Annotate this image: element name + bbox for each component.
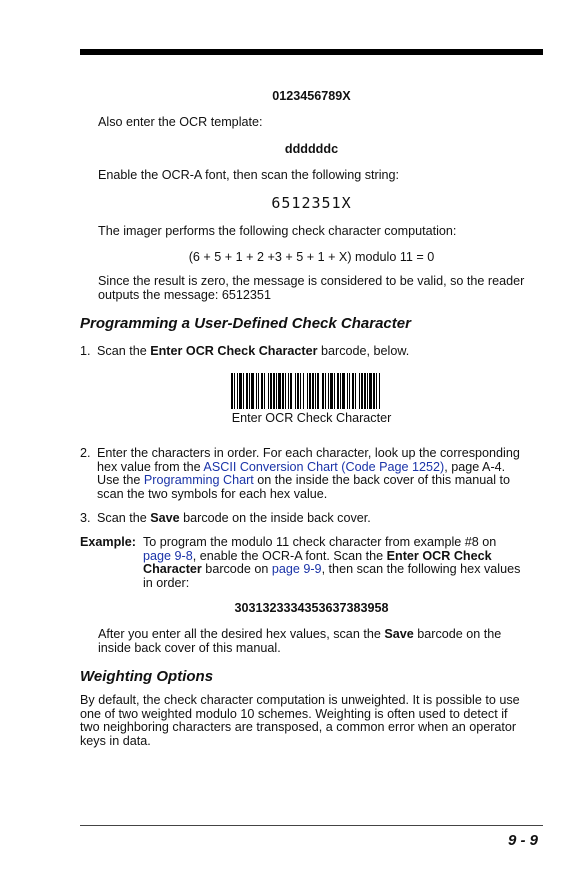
header-rule xyxy=(80,49,543,55)
barcode-bar xyxy=(297,373,299,409)
barcode-bar xyxy=(249,373,250,409)
barcode-bar xyxy=(243,373,244,409)
barcode-bar xyxy=(328,373,329,409)
step-1-post: barcode, below. xyxy=(317,344,410,358)
ocr-intro-text: Also enter the OCR template: xyxy=(98,115,263,129)
after-line-2: inside back cover of this manual. xyxy=(98,640,281,655)
barcode-bar xyxy=(256,373,257,409)
barcode-caption: Enter OCR Check Character xyxy=(231,411,392,425)
programming-chart-link[interactable]: Programming Chart xyxy=(143,473,254,488)
barcode-bar xyxy=(234,373,235,409)
barcode-bar xyxy=(340,373,341,409)
page-9-8-link[interactable]: page 9-8 xyxy=(143,548,193,563)
barcode-bar xyxy=(246,373,248,409)
barcode-bar xyxy=(300,373,301,409)
example-line-3 xyxy=(143,563,543,577)
after-line-1-post: barcode on the xyxy=(413,627,502,641)
barcode-bar xyxy=(347,373,348,409)
section-heading-weighting: Weighting Options xyxy=(80,668,214,685)
barcode-bar xyxy=(309,373,311,409)
step-2-line-2 xyxy=(97,461,543,475)
barcode-bar xyxy=(261,373,263,409)
example-line-2 xyxy=(143,550,543,564)
step-3-text xyxy=(97,512,543,526)
example-line-4: in order: xyxy=(143,575,190,590)
check-formula: (6 + 5 + 1 + 2 +3 + 5 + 1 + X) modulo 11 = 0 xyxy=(188,250,435,264)
weighting-line-3: two neighboring characters are transposed, a common error when an operator xyxy=(80,720,517,735)
step-2-number: 2. xyxy=(80,446,91,460)
barcode-bar xyxy=(352,373,354,409)
example-text xyxy=(143,536,543,590)
weighting-line-4: keys in data. xyxy=(80,733,151,748)
step-2-text xyxy=(97,447,543,501)
weighting-paragraph xyxy=(80,694,543,748)
barcode-bar xyxy=(282,373,284,409)
after-line-1-pre: After you enter all the desired hex values, scan the xyxy=(98,627,385,641)
barcode-bar xyxy=(276,373,277,409)
section-heading-user-defined: Programming a User-Defined Check Character xyxy=(80,315,411,332)
step-3-post: barcode on the inside back cover. xyxy=(179,511,371,525)
step-1-bold: Enter OCR Check Character xyxy=(150,344,318,358)
barcode-bar xyxy=(334,373,335,409)
example-line-2-bold: Enter OCR Check xyxy=(386,548,492,563)
footer-rule xyxy=(80,825,543,826)
step-3-bold: Save xyxy=(150,511,180,525)
result-paragraph xyxy=(98,275,543,302)
barcode-bar xyxy=(359,373,360,409)
step-2-line-2-pre: hex value from the xyxy=(97,459,204,474)
example-line-3-post: , then scan the following hex values xyxy=(321,562,521,577)
result-line-1: Since the result is zero, the message is considered to be valid, so the reader xyxy=(98,274,525,288)
page-9-9-link[interactable]: page 9-9 xyxy=(271,562,322,577)
weighting-line-1: By default, the check character computation is unweighted. It is possible to use xyxy=(80,693,520,707)
step-2-line-2-post: , page A-4. xyxy=(444,459,506,474)
barcode-bar xyxy=(349,373,350,409)
after-paragraph xyxy=(98,628,543,655)
barcode-bar xyxy=(322,373,324,409)
barcode-bar xyxy=(337,373,339,409)
barcode-bar xyxy=(278,373,281,409)
barcode-bar xyxy=(330,373,333,409)
barcode-bar xyxy=(369,373,372,409)
example-line-2-mid: , enable the OCR-A font. Scan the xyxy=(192,548,387,563)
ascii-chart-link[interactable]: ASCII Conversion Chart (Code Page 1252) xyxy=(203,459,445,474)
barcode-bar xyxy=(237,373,238,409)
example-line-3-mid: barcode on xyxy=(201,562,272,577)
step-2-line-4: scan the two symbols for each hex value. xyxy=(97,486,328,501)
barcode-bar xyxy=(373,373,375,409)
step-2-line-1: Enter the characters in order. For each character, look up the corresponding xyxy=(97,446,520,460)
barcode-bar xyxy=(268,373,269,409)
result-line-2: outputs the message: 6512351 xyxy=(98,287,271,302)
barcode-bar xyxy=(355,373,356,409)
barcode-bar xyxy=(364,373,366,409)
weighting-line-2: one of two weighted modulo 10 schemes. Weighting is often used to detect if xyxy=(80,706,508,721)
ocr-a-string: 6512351X xyxy=(271,194,352,212)
hex-values: 3031323334353637383958 xyxy=(234,601,389,615)
barcode-bar xyxy=(317,373,319,409)
step-1-text xyxy=(97,345,543,359)
enable-ocr-text: Enable the OCR-A font, then scan the following string: xyxy=(98,168,400,182)
barcode-bar xyxy=(312,373,314,409)
barcode-bar xyxy=(239,373,242,409)
example-label: Example: xyxy=(80,535,136,549)
barcode-bar xyxy=(290,373,292,409)
barcode-bar xyxy=(288,373,289,409)
after-line-1 xyxy=(98,628,543,642)
step-2-line-3-post: on the inside the back cover of this manual to xyxy=(253,473,511,488)
barcode-bar xyxy=(285,373,286,409)
step-2-line-3-pre: Use the xyxy=(97,473,144,488)
computation-text: The imager performs the following check character computation: xyxy=(98,224,457,238)
page-number: 9 - 9 xyxy=(507,832,538,849)
barcode-bar xyxy=(231,373,233,409)
barcode-bar xyxy=(295,373,296,409)
step-3-pre: Scan the xyxy=(97,511,151,525)
barcode-bar xyxy=(379,373,380,409)
barcode-bar xyxy=(367,373,368,409)
barcode-bar xyxy=(315,373,316,409)
step-1-number: 1. xyxy=(80,344,91,358)
step-1-pre: Scan the xyxy=(97,344,151,358)
barcode-bar xyxy=(264,373,265,409)
barcode-bar xyxy=(258,373,259,409)
example-line-1: To program the modulo 11 check character from example #8 on xyxy=(143,535,497,549)
ocr-template: ddddddc xyxy=(284,142,339,156)
barcode-bar xyxy=(273,373,275,409)
barcode-bar xyxy=(251,373,254,409)
barcode-bar xyxy=(307,373,308,409)
barcode-bar xyxy=(376,373,377,409)
step-2-line-3 xyxy=(97,474,543,488)
example-line-3-bold: Character xyxy=(143,562,202,577)
enter-ocr-check-character-barcode[interactable] xyxy=(231,373,381,409)
barcode-bar xyxy=(303,373,304,409)
barcode-bar xyxy=(325,373,326,409)
after-line-1-bold: Save xyxy=(384,627,414,641)
barcode-bar xyxy=(361,373,363,409)
barcode-bar xyxy=(342,373,345,409)
example-string: 0123456789X xyxy=(272,89,351,103)
step-3-number: 3. xyxy=(80,511,91,525)
barcode-bar xyxy=(270,373,272,409)
